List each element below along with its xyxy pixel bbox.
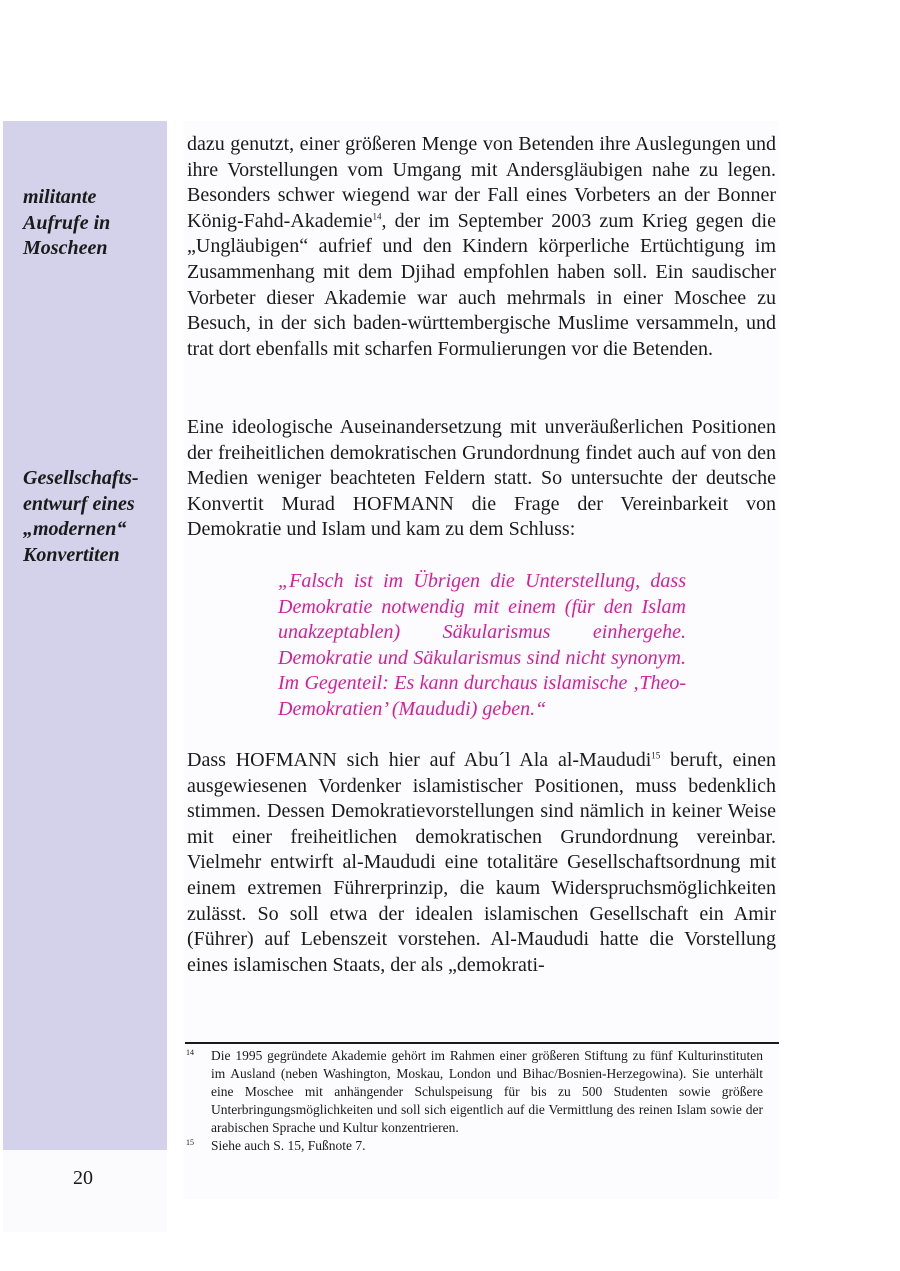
paragraph-text: beruft, einen ausgewiesenen Vordenker islamistischer Positionen, muss bedenklich stimmen. Dessen Demokratievorstellungen sind nämlich in keiner Weise mit einer freiheitlichen demokratischen Grundordnung vereinbar. Vielmehr entwirft al-Maududi eine totalitäre Gesellschaftsordnung mit einem extremen Führerprinzip, die kaum Widerspruchsmöglichkeiten zulässt. So soll etwa der idealen islamischen Gesellschaft ein Amir (Führer) auf Lebenszeit vorstehen. Al-Maududi hatte die Vorstellung eines islamischen Staats, der als „demokrati-	[187, 749, 776, 976]
footnote-number: 14	[186, 1048, 194, 1057]
sidebar-footer-band	[3, 1150, 167, 1232]
margin-note-gesellschaftsentwurf	[23, 466, 163, 568]
margin-note-line: entwurf eines	[23, 492, 135, 515]
margin-note-line: Aufrufe in	[23, 211, 111, 234]
margin-note-line: Moscheen	[23, 237, 108, 259]
margin-note-line: militante	[23, 186, 97, 208]
sidebar-band	[3, 121, 167, 1150]
paragraph-text: Dass HOFMANN sich hier auf Abu´l Ala al-Maududi	[187, 749, 652, 771]
margin-note-line: Konvertiten	[23, 543, 120, 566]
footnote-ref-14[interactable]: 14	[372, 211, 382, 222]
footnote-separator	[185, 1042, 779, 1044]
block-quote: „Falsch ist im Übrigen die Unterstellung, dass Demokratie notwendig mit einem (für den Islam unakzeptablen) Säkularismus einhergehe. Demokratie und Säkularismus sind nicht synonym. Im Gegenteil: Es kann durchaus islamische ‚Theo-Demokratien’ (Maududi) geben.“	[278, 570, 686, 720]
margin-note-line: „modernen“	[23, 518, 127, 540]
footnote-number: 15	[186, 1138, 194, 1147]
paragraph-text: , der im September 2003 zum Krieg gegen die „Ungläubigen“ aufrief und den Kindern körperliche Ertüchtigung im Zusammenhang mit dem Djihad empfohlen haben soll. Ein saudischer Vorbeter dieser Akademie war auch mehrmals in einer Moschee zu Besuch, in der sich baden-württembergische Muslime versammeln, und trat dort ebenfalls mit scharfen Formulierungen vor die Betenden.	[187, 209, 776, 360]
footnote-14	[186, 1047, 778, 1137]
footnote-text: Die 1995 gegründete Akademie gehört im Rahmen einer größeren Stiftung zu fünf Kulturinstituten im Ausland (neben Washington, Moskau, London und Bihac/Bosnien-Herzegowina). Sie unterhält eine Moschee mit anhängender Schulspeisung für bis zu 500 Studenten sowie größere Unterbringungsmöglichkeiten und soll sich eigentlich auf die Vermittlung des reinen Islam sowie der arabischen Sprache und Kultur konzentrieren.	[211, 1048, 763, 1135]
footnote-text: Siehe auch S. 15, Fußnote 7.	[211, 1138, 366, 1153]
page-number: 20	[73, 1167, 93, 1189]
footnote-15	[186, 1137, 778, 1155]
body-paragraph-2: Eine ideologische Auseinandersetzung mit unveräußerlichen Positionen der freiheitlichen demokratischen Grundordnung findet auch auf von den Medien weniger beachteten Feldern statt. So untersuchte der deutsche Konvertit Murad HOFMANN die Frage der Vereinbarkeit von Demokratie und Islam und kam zu dem Schluss:	[187, 416, 776, 541]
paragraph-text: dazu genutzt, einer größeren Menge von Betenden ihre Auslegungen und ihre Vorstellungen vom Umgang mit Andersgläubigen nahe zu legen. Besonders schwer wiegend war der Fall eines Vorbeters an der Bonner König-Fahd-Akademie	[187, 133, 776, 232]
margin-note-line: Gesellschafts-	[23, 467, 139, 489]
body-paragraph-1	[187, 132, 776, 362]
footnote-ref-15[interactable]: 15	[651, 750, 661, 761]
body-paragraph-3	[187, 748, 776, 978]
margin-note-militante-aufrufe	[23, 185, 163, 262]
